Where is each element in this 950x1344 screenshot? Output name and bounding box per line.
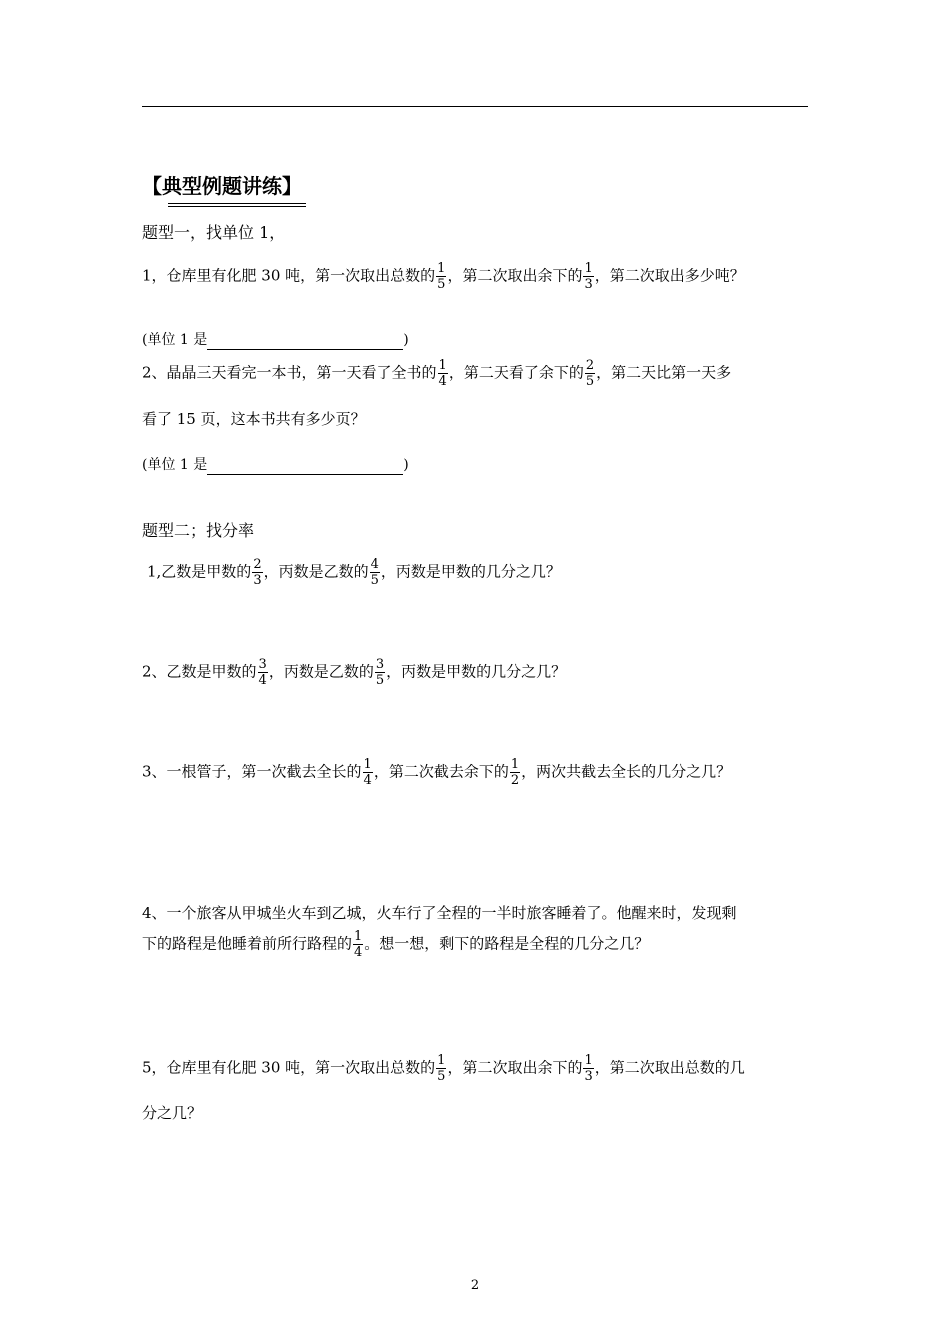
answer-blank[interactable] <box>207 458 403 475</box>
header-rule <box>142 106 808 107</box>
type2-question-4-line1: 4、一个旅客从甲城坐火车到乙城，火车行了全程的一半时旅客睡着了。他醒来时，发现剩 <box>142 904 737 922</box>
type2-question-1: 1,乙数是甲数的 $\frac{2}{3}$ ，丙数是乙数的 $\frac{4}{5}$ ，丙数是甲数的几分之几？ <box>147 557 561 588</box>
fraction: $\frac{2}{3}$ <box>253 557 262 588</box>
type2-question-5-line2: 分之几？ <box>142 1104 203 1122</box>
type2-question-4-line2: 下的路程是他睡着前所行路程的 $\frac{1}{4}$ 。想一想，剩下的路程是全程的几分之几？ <box>142 929 650 960</box>
fraction: $\frac{1}{4}$ <box>363 757 372 788</box>
fraction: $\frac{1}{4}$ <box>438 358 447 389</box>
fraction: $\frac{3}{4}$ <box>258 657 267 688</box>
type1-question-2-line2: 看了 15 页，这本书共有多少页？ <box>142 410 366 428</box>
type2-question-2: 2、乙数是甲数的 $\frac{3}{4}$ ，丙数是乙数的 $\frac{3}{5}$ ，丙数是甲数的几分之几？ <box>142 657 567 688</box>
fraction: $\frac{1}{3}$ <box>584 261 593 292</box>
fraction: $\frac{2}{5}$ <box>585 358 595 389</box>
unit-one-blank-1: (单位 1 是 ) <box>142 332 409 348</box>
type2-question-3: 3、一根管子，第一次截去全长的 $\frac{1}{4}$ ，第二次截去余下的 $\frac{1}{2}$ ，两次共截去全长的几分之几？ <box>142 757 732 788</box>
section-heading: 【典型例题讲练】 <box>142 174 302 198</box>
unit-one-blank-2: (单位 1 是 ) <box>142 457 409 473</box>
fraction: $\frac{1}{3}$ <box>584 1053 593 1084</box>
fraction: $\frac{1}{5}$ <box>437 1053 446 1084</box>
page-number: 2 <box>470 1278 480 1293</box>
type1-question-2: 2、晶晶三天看完一本书，第一天看了全书的 $\frac{1}{4}$ ，第二天看了余下的 $\frac{2}{5}$ ，第二天比第一天多 <box>142 358 732 389</box>
fraction: $\frac{3}{5}$ <box>375 657 385 688</box>
fraction: $\frac{1}{5}$ <box>437 261 446 292</box>
fraction: $\frac{1}{4}$ <box>354 929 363 960</box>
heading-underline-double <box>168 206 306 207</box>
type1-question-1: 1，仓库里有化肥 30 吨，第一次取出总数的 $\frac{1}{5}$ ，第二次取出余下的 $\frac{1}{3}$ ，第二次取出多少吨？ <box>142 261 745 292</box>
type2-title: 题型二；找分率 <box>142 521 255 540</box>
fraction: $\frac{1}{2}$ <box>510 757 520 788</box>
answer-blank[interactable] <box>207 333 403 350</box>
heading-underline <box>168 203 306 204</box>
fraction: $\frac{4}{5}$ <box>370 557 379 588</box>
type1-title: 题型一，找单位 1， <box>142 223 286 242</box>
type2-question-5: 5，仓库里有化肥 30 吨，第一次取出总数的 $\frac{1}{5}$ ，第二次取出余下的 $\frac{1}{3}$ ，第二次取出总数的几 <box>142 1053 745 1084</box>
